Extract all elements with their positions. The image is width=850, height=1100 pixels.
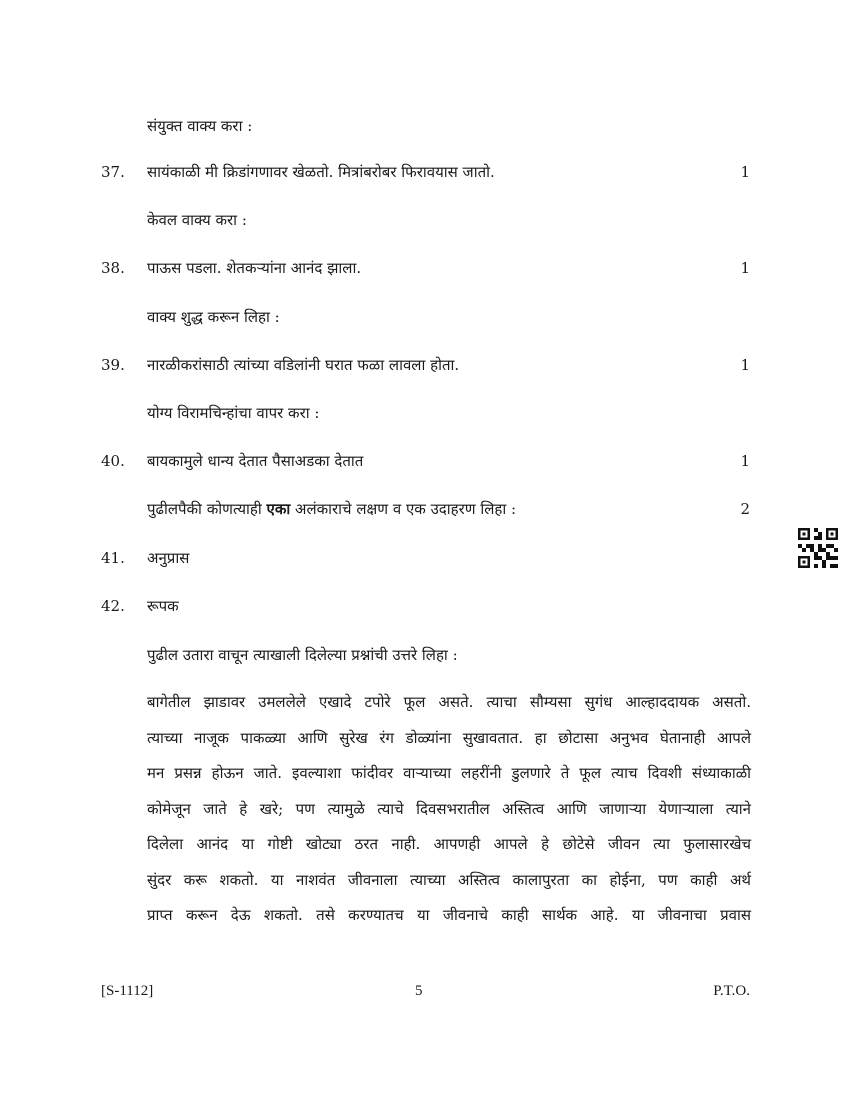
footer-paper-code: [S-1112] xyxy=(101,983,154,999)
passage-line: दिलेला आनंद या गोष्टी खोट्या ठरत नाही. आपणही आपले हे छोटेसे जीवन त्या फुलासारखेच xyxy=(147,835,751,853)
question-text-42: रूपक xyxy=(147,597,179,615)
passage-line: मन प्रसन्न होऊन जाते. इवल्याशा फांदीवर वाऱ्याच्या लहरींनी डुलणारे ते फूल त्याच दिवशी संध्याकाळी xyxy=(147,764,751,782)
question-number-42: 42. xyxy=(101,597,125,615)
passage-line: प्राप्त करून देऊ शकतो. तसे करण्यातच या जीवनाचे काही सार्थक आहे. या जीवनाचा प्रवास xyxy=(147,906,751,924)
instruction-passage: पुढील उतारा वाचून त्याखाली दिलेल्या प्रश्नांची उत्तरे लिहा : xyxy=(147,646,458,664)
question-text-41: अनुप्रास xyxy=(147,549,190,567)
question-marks-37: 1 xyxy=(740,163,750,181)
instruction-simple-sentence: केवल वाक्य करा : xyxy=(147,211,247,229)
question-number-37: 37. xyxy=(101,163,125,181)
passage-line: बागेतील झाडावर उमललेले एखादे टपोरे फूल असते. त्याचा सौम्यसा सुगंध आल्हाददायक असतो. xyxy=(147,693,751,711)
passage-line: कोमेजून जाते हे खरे; पण त्यामुळे त्याचे दिवसभरातील अस्तित्व आणि जाणाऱ्या येणाऱ्याला त्याने xyxy=(147,799,751,818)
question-number-39: 39. xyxy=(101,356,125,374)
question-marks-40: 1 xyxy=(740,452,750,470)
footer-pto: P.T.O. xyxy=(713,983,750,999)
passage xyxy=(147,692,751,941)
figures-of-speech-marks: 2 xyxy=(740,500,750,518)
instruction-compound-sentence: संयुक्त वाक्य करा : xyxy=(147,117,253,135)
instruction-punctuation: योग्य विरामचिन्हांचा वापर करा : xyxy=(147,404,320,422)
question-text-39: नारळीकरांसाठी त्यांच्या वडिलांनी घरात फळा लावला होता. xyxy=(147,356,460,374)
question-text-38: पाऊस पडला. शेतकऱ्यांना आनंद झाला. xyxy=(147,259,362,277)
question-text-40: बायकामुले धान्य देतात पैसाअडका देतात xyxy=(147,452,364,470)
question-marks-38: 1 xyxy=(740,259,750,277)
question-text-37: सायंकाळी मी क्रिडांगणावर खेळतो. मित्रांबरोबर फिरावयास जातो. xyxy=(147,163,495,181)
instruction-figures-bold: एका xyxy=(266,500,291,518)
qr-code-icon xyxy=(798,528,838,568)
question-marks-39: 1 xyxy=(740,356,750,374)
footer-page-number: 5 xyxy=(415,983,423,999)
instruction-figures-post: अलंकाराचे लक्षण व एक उदाहरण लिहा : xyxy=(290,500,517,518)
passage-line: त्याच्या नाजूक पाकळ्या आणि सुरेख रंग डोळ्यांना सुखावतात. हा छोटासा अनुभव घेतानाही आपले xyxy=(147,728,751,747)
instruction-figures-pre: पुढीलपैकी कोणत्याही xyxy=(147,500,267,518)
instruction-figures-of-speech xyxy=(147,499,516,519)
question-number-41: 41. xyxy=(101,549,125,567)
question-number-38: 38. xyxy=(101,259,125,277)
instruction-correct-sentence: वाक्य शुद्ध करून लिहा : xyxy=(147,308,280,326)
question-number-40: 40. xyxy=(101,452,125,470)
passage-line: सुंदर करू शकतो. या नाशवंत जीवनाला त्याच्या अस्तित्व कालापुरता का होईना, पण काही अर्थ xyxy=(147,870,751,889)
